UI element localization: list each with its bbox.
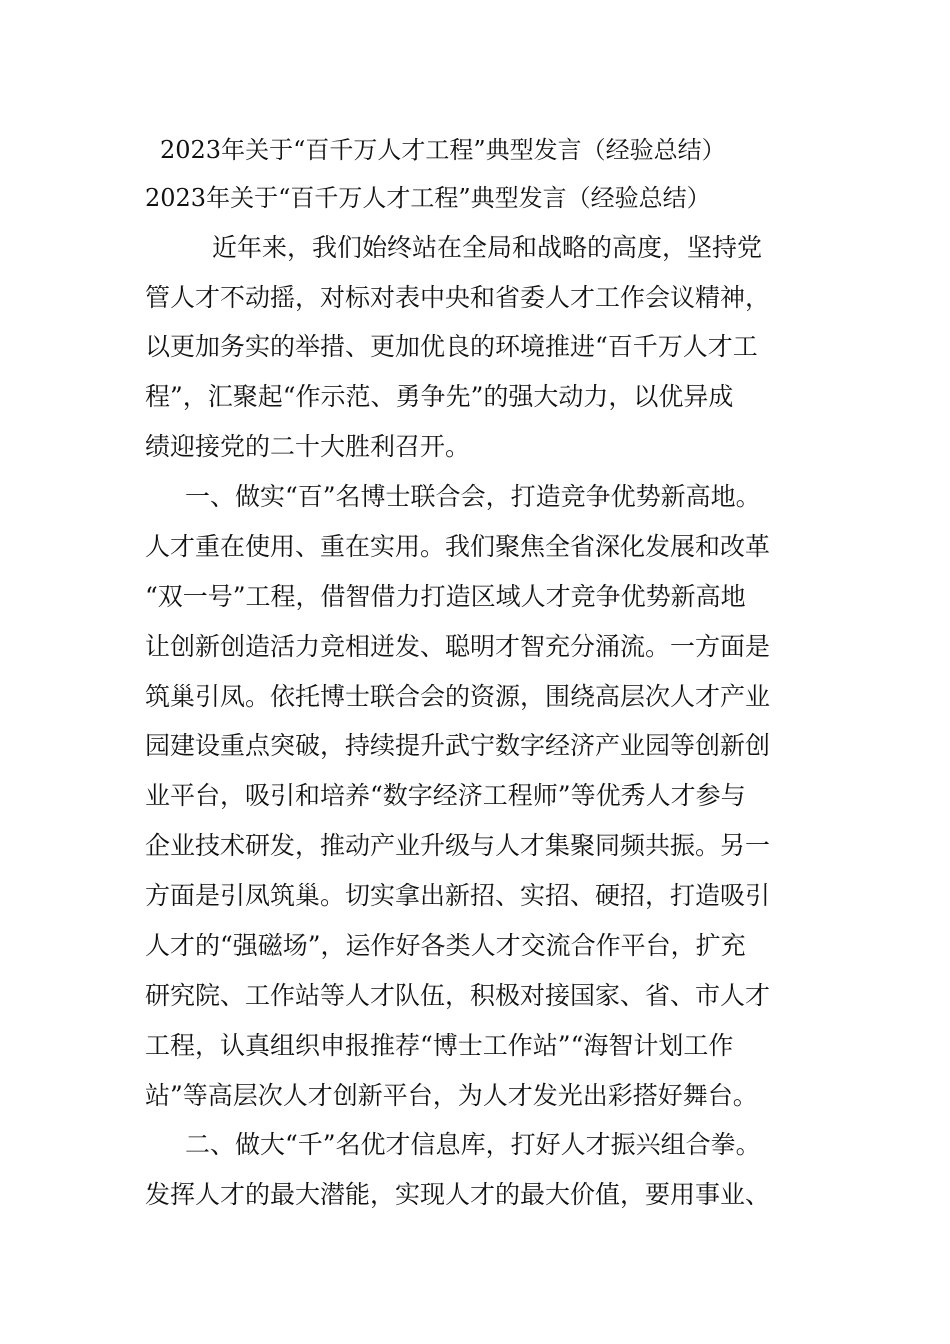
text-line: 业平台，吸引和培养“数字经济工程师”等优秀人才参与 <box>145 781 746 810</box>
text-line: 以更加务实的举措、更加优良的环境推进“百千万人才工 <box>145 332 758 361</box>
text-line: 方面是引凤筑巢。切实拿出新招、实招、硬招，打造吸引 <box>145 881 771 910</box>
section-heading: 一、做实“百”名博士联合会，打造竞争优势新高地。 <box>160 482 761 511</box>
text-line: 园建设重点突破，持续提升武宁数字经济产业园等创新创 <box>145 731 771 760</box>
text-line: “双一号”工程，借智借力打造区域人才竞争优势新高地 <box>145 582 746 611</box>
text-line: 让创新创造活力竞相迸发、聪明才智充分涌流。一方面是 <box>145 632 771 661</box>
document-title: 2023年关于“百千万人才工程”典型发言（经验总结） <box>160 136 726 164</box>
text-line: 工程，认真组织申报推荐“博士工作站”“海智计划工作 <box>145 1031 734 1060</box>
section-heading: 二、做大“千”名优才信息库，打好人才振兴组合拳。 <box>160 1130 761 1159</box>
document-subtitle: 2023年关于“百千万人才工程”典型发言（经验总结） <box>145 184 711 212</box>
text-line: 站”等高层次人才创新平台，为人才发光出彩搭好舞台。 <box>145 1081 758 1110</box>
text-line: 企业技术研发，推动产业升级与人才集聚同频共振。另一 <box>145 831 771 860</box>
text-line: 研究院、工作站等人才队伍，积极对接国家、省、市人才 <box>145 981 771 1010</box>
text-line: 人才重在使用、重在实用。我们聚焦全省深化发展和改革 <box>145 532 771 561</box>
text-line: 程”，汇聚起“作示范、勇争先”的强大动力，以优异成 <box>145 382 734 411</box>
text-line: 发挥人才的最大潜能，实现人才的最大价值，要用事业、 <box>145 1180 771 1209</box>
text-line: 人才的“强磁场”，运作好各类人才交流合作平台，扩充 <box>145 931 746 960</box>
text-line: 筑巢引凤。依托博士联合会的资源，围绕高层次人才产业 <box>145 682 771 711</box>
text-line: 绩迎接党的二十大胜利召开。 <box>145 432 471 461</box>
text-line: 近年来，我们始终站在全局和战略的高度，坚持党 <box>162 233 763 262</box>
text-line: 管人才不动摇，对标对表中央和省委人才工作会议精神， <box>145 283 771 312</box>
